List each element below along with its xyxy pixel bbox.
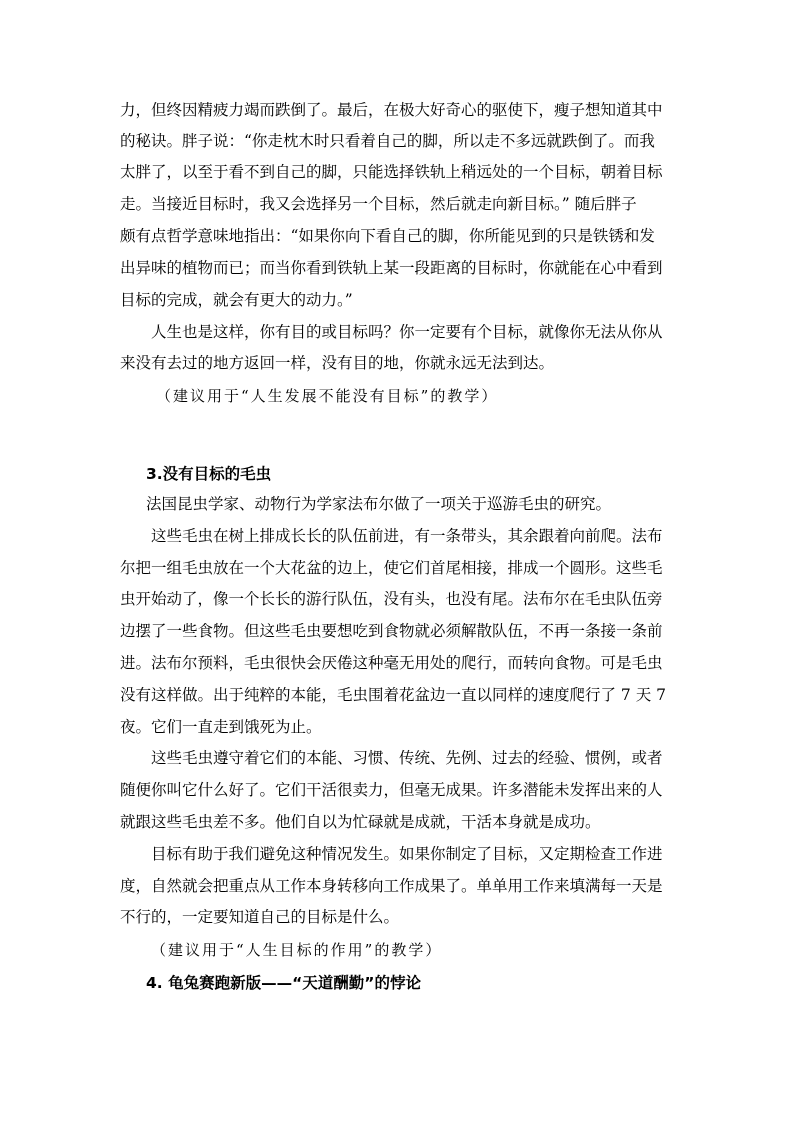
paragraph-line: 的秘诀。胖子说：“你走枕木时只看着自己的脚，所以走不多远就跌倒了。而我	[120, 132, 655, 150]
paragraph-line: 走。当接近目标时，我又会选择另一个目标，然后就走向新目标。” 随后胖子	[120, 195, 637, 213]
paragraph-line: 尔把一组毛虫放在一个大花盆的边上，使它们首尾相接，排成一个圆形。这些毛	[120, 559, 663, 577]
paragraph-line: 不行的，一定要知道自己的目标是什么。	[120, 908, 400, 926]
teaching-note: （建议用于“人生发展不能没有目标”的教学）	[156, 387, 499, 405]
paragraph-line: 力，但终因精疲力竭而跌倒了。最后，在极大好奇心的驱使下，瘦子想知道其中	[120, 101, 663, 119]
paragraph-line: 边摆了一些食物。但这些毛虫要想吃到食物就必须解散队伍，不再一条接一条前	[120, 622, 663, 640]
paragraph-line: 目标有助于我们避免这种情况发生。如果你制定了目标，又定期检查工作进	[151, 845, 663, 863]
paragraph-line: 夜。它们一直走到饿死为止。	[120, 718, 322, 736]
teaching-note: （建议用于“人生目标的作用”的教学）	[151, 941, 443, 959]
paragraph-line: 出异味的植物而已；而当你看到铁轨上某一段距离的目标时，你就能在心中看到	[120, 259, 663, 277]
paragraph-line: 太胖了，以至于看不到自己的脚，只能选择铁轨上稍远处的一个目标，朝着目标	[120, 163, 663, 181]
paragraph-line: 法国昆虫学家、动物行为学家法布尔做了一项关于巡游毛虫的研究。	[146, 495, 612, 513]
section-heading: 3.没有目标的毛虫	[146, 465, 272, 483]
paragraph-line: 这些毛虫在树上排成长长的队伍前进，有一条带头，其余跟着向前爬。法布	[151, 527, 663, 545]
paragraph-line: 随便你叫它什么好了。它们干活很卖力，但毫无成果。许多潜能未发挥出来的人	[120, 781, 663, 799]
paragraph-line: 虫开始动了，像一个长长的游行队伍，没有头，也没有尾。法布尔在毛虫队伍旁	[120, 590, 663, 608]
paragraph-line: 来没有去过的地方返回一样，没有目的地，你就永远无法到达。	[120, 354, 555, 372]
section-heading: 4. 龟兔赛跑新版——“天道酬勤”的悖论	[146, 974, 421, 992]
paragraph-line: 这些毛虫遵守着它们的本能、习惯、传统、先例、过去的经验、惯例，或者	[151, 749, 663, 767]
paragraph-line: 人生也是这样，你有目的或目标吗？你一定要有个目标，就像你无法从你从	[151, 323, 663, 341]
paragraph-line: 目标的完成，就会有更大的动力。”	[120, 291, 353, 309]
paragraph-line: 颇有点哲学意味地指出：“如果你向下看自己的脚，你所能见到的只是铁锈和发	[120, 227, 655, 245]
paragraph-line: 进。法布尔预料，毛虫很快会厌倦这种毫无用处的爬行，而转向食物。可是毛虫	[120, 654, 663, 672]
paragraph-line: 度，自然就会把重点从工作本身转移向工作成果了。单单用工作来填满每一天是	[120, 877, 663, 895]
paragraph-line: 就跟这些毛虫差不多。他们自以为忙碌就是成就，干活本身就是成功。	[120, 813, 601, 831]
paragraph-line: 没有这样做。出于纯粹的本能，毛虫围着花盆边一直以同样的速度爬行了 7 天 7	[120, 686, 667, 704]
